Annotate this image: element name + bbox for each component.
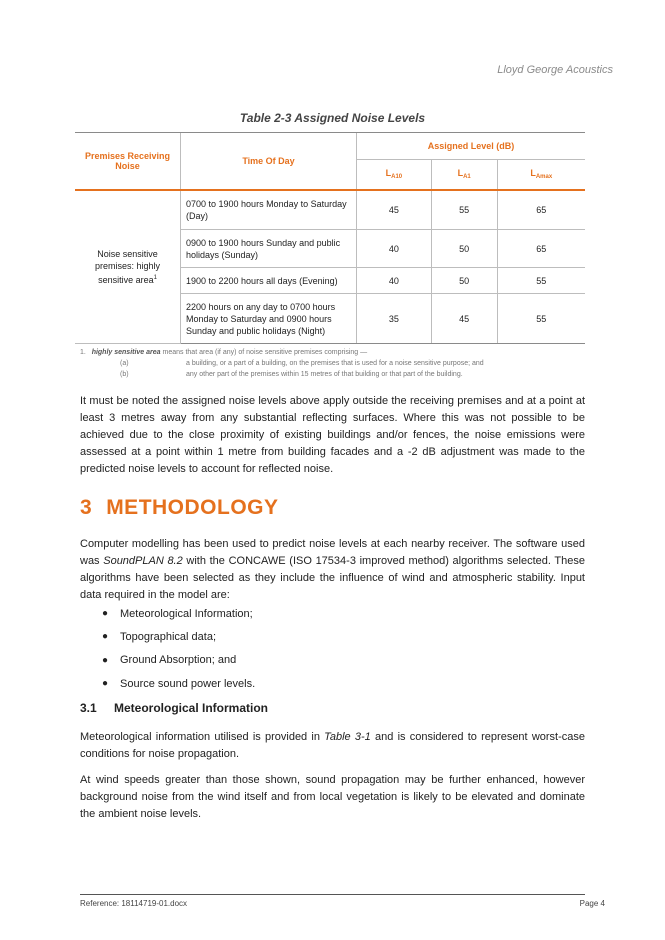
col-header-lamax: $L_{Amax}$	[497, 160, 585, 190]
table-title: Table 2-3 Assigned Noise Levels	[239, 111, 426, 125]
time-cell: 1900 to 2200 hours all days (Evening)	[181, 268, 357, 294]
footer-divider	[80, 894, 585, 895]
assigned-noise-levels-table	[75, 132, 585, 344]
la1-cell: 50	[431, 230, 497, 268]
paragraph-meteorological: Meteorological information utilised is provided in Table 3-1 and is considered to represent worst-case conditions for noise propagation.	[80, 731, 585, 760]
list-item: ● Ground Absorption; and	[80, 649, 255, 672]
table-row	[75, 190, 585, 230]
footnote-item-a: (a) a building, or a part of a building, on the premises that is used for a noise sensitive purpose; and	[120, 360, 484, 367]
la10-cell: 45	[357, 190, 432, 230]
list-item: ● Meteorological Information;	[80, 602, 255, 625]
model-input-list	[80, 602, 255, 695]
col-header-time: Time Of Day	[181, 133, 357, 190]
premises-cell: Noise sensitive premises: highly sensitive area$^1$	[75, 190, 181, 344]
lamax-cell: 65	[497, 230, 585, 268]
bullet-icon: ●	[102, 608, 109, 620]
la1-cell: 55	[431, 190, 497, 230]
la10-cell: 35	[357, 294, 432, 344]
paragraph-assigned-levels-note: It must be noted the assigned noise levels above apply outside the receiving premises and at a point at least 3 metres away from any substantial reflecting surfaces. Where this was not possible to be achieved due to the close proximity of existing buildings and/or fences, the noise emissions were assessed at a point within 1 metre from building facades and a -2 dB adjustment was made to the predicted noise levels to account for reflected noise.	[80, 395, 585, 475]
table-footnote	[80, 347, 590, 380]
footnote-item-b: (b) any other part of the premises within 15 metres of that building or that part of the building.	[120, 371, 463, 378]
bullet-icon: ●	[102, 678, 109, 690]
footnote-definition: 1. highly sensitive area means that area (if any) of noise sensitive premises comprising —	[80, 349, 368, 356]
list-item: ● Source sound power levels.	[80, 672, 255, 695]
bullet-icon: ●	[102, 631, 109, 643]
section-heading-meteorological: 3.1 Meteorological Information	[80, 701, 269, 715]
lamax-cell: 55	[497, 268, 585, 294]
footer-page-number: Page 4	[579, 899, 605, 908]
list-item: ● Topographical data;	[80, 625, 255, 648]
time-cell: 0700 to 1900 hours Monday to Saturday (Day)	[181, 190, 357, 230]
paragraph-methodology: Computer modelling has been used to predict noise levels at each nearby receiver. The software used was SoundPLAN 8.2 with the CONCAWE (ISO 17534-3 improved method) algorithms selected. These algorithms have been selected as they include the influence of wind and atmospheric stability. Input data required in the model are:	[80, 538, 585, 601]
col-header-la1: $L_{A1}$	[431, 160, 497, 190]
bullet-icon: ●	[102, 654, 109, 666]
la10-cell: 40	[357, 230, 432, 268]
col-header-premises: Premises Receiving Noise	[75, 133, 181, 190]
la1-cell: 45	[431, 294, 497, 344]
time-cell: 2200 hours on any day to 0700 hours Monday to Saturday and 0900 hours Sunday and public holidays (Night)	[181, 294, 357, 344]
lamax-cell: 65	[497, 190, 585, 230]
time-cell: 0900 to 1900 hours Sunday and public holidays (Sunday)	[181, 230, 357, 268]
section-heading-methodology: 3 METHODOLOGY	[80, 496, 279, 519]
header-brand: Lloyd George Acoustics	[497, 64, 613, 76]
paragraph-wind-speeds: At wind speeds greater than those shown, sound propagation may be further enhanced, however background noise from the wind itself and from local vegetation is likely to be elevated and dominate the ambient noise levels.	[80, 774, 585, 820]
la10-cell: 40	[357, 268, 432, 294]
col-header-la10: $L_{A10}$	[357, 160, 432, 190]
lamax-cell: 55	[497, 294, 585, 344]
col-header-assigned-level: Assigned Level (dB)	[357, 133, 586, 160]
la1-cell: 50	[431, 268, 497, 294]
footer-reference: Reference: 18114719-01.docx	[80, 899, 188, 908]
